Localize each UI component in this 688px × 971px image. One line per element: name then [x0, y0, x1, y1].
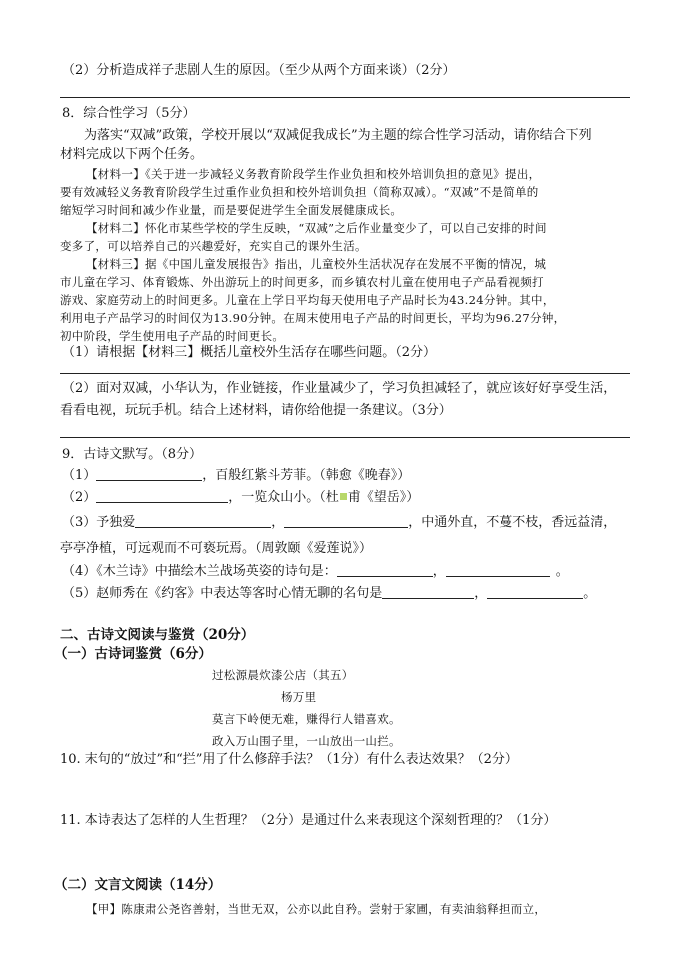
material-3-line-3: 游戏、家庭劳动上的时间更多。儿童在上学日平均每天使用电子产品时长为43.24分钟。其中， — [60, 293, 555, 307]
q8-subquestion-2-line-1: （2）面对双减，小华认为，作业链接，作业量减少了，学习负担减轻了，就应该好好享受生活， — [62, 381, 617, 396]
q9-item-3-continued: 亭亭净植，可远观而不可亵玩焉。（周敦颐《爱莲说》） — [60, 541, 373, 556]
material-1-line-3: 缩短学习时间和减少作业量，而是要促进学生全面发展健康成长。 — [60, 203, 403, 217]
q8-intro-line-1: 为落实“双减”政策，学校开展以“双减促我成长”为主题的综合性学习活动，请你结合下列 — [84, 128, 592, 143]
q9-item-2-text: ，一览众山小。（杜 — [228, 490, 339, 505]
q9-item-4-sep: ， — [432, 564, 446, 579]
q9-item-4 — [62, 564, 569, 580]
q9-item-1 — [62, 468, 410, 484]
poem-line-2: 政入万山围子里，一山放出一山拦。 — [212, 734, 401, 748]
q7-subquestion-2: （2）分析造成祥子悲剧人生的原因。（至少从两个方面来谈）（2分） — [62, 63, 456, 78]
q9-item-2-label: （2） — [62, 490, 97, 505]
answer-line — [60, 373, 630, 374]
fill-blank[interactable] — [135, 515, 271, 528]
fill-blank[interactable] — [284, 515, 408, 528]
q9-item-3-label: （3）予独爱 — [62, 515, 136, 530]
subsection-poetry-title: （一）古诗词鉴赏（6分） — [54, 646, 212, 662]
q9-item-5 — [62, 586, 596, 602]
section-2-title: 二、古诗文阅读与鉴赏（20分） — [60, 627, 255, 643]
q9-item-1-label: （1） — [62, 468, 97, 483]
highlight-mark — [340, 493, 347, 500]
q10: 10. 末句的“放过”和“拦”用了什么修辞手法？（1分）有什么表达效果？（2分） — [60, 752, 518, 767]
material-3-line-4: 利用电子产品学习的时间仅为13.90分钟。在周末使用电子产品的时间更长，平均为96.27分钟， — [60, 311, 566, 325]
fill-blank[interactable] — [382, 586, 474, 599]
q9-item-3-text: ，中通外直，不蔓不枝，香远益清， — [408, 515, 617, 530]
q8-intro-line-2: 材料完成以下两个任务。 — [60, 147, 204, 162]
material-1-line-2: 要有效减轻义务教育阶段学生过重作业负担和校外培训负担（简称双减）。“双减”不是简单的 — [60, 185, 539, 199]
q9-item-3 — [62, 515, 616, 531]
subsection-classical-title: （二）文言文阅读（14分） — [54, 877, 222, 893]
poem-line-1: 莫言下岭便无难，赚得行人错喜欢。 — [212, 712, 401, 726]
q9-title: 9．古诗文默写。（8分） — [62, 447, 203, 462]
material-2-line-2: 变多了，可以培养自己的兴趣爱好，充实自己的课外生活。 — [60, 239, 367, 253]
material-1-line-1: 【材料一】《关于进一步减轻义务教育阶段学生作业负担和校外培训负担的意见》提出， — [86, 167, 541, 181]
classical-text-line-1: 【甲】陈康肃公尧咨善射，当世无双，公亦以此自矜。尝射于家圃，有卖油翁释担而立， — [86, 902, 547, 916]
q11: 11. 本诗表达了怎样的人生哲理？（2分）是通过什么来表现这个深刻哲理的？（1分） — [60, 813, 557, 828]
q8-subquestion-1: （1）请根据【材料三】概括儿童校外生活存在哪些问题。（2分） — [62, 345, 437, 360]
q8-subquestion-2-line-2: 看看电视，玩玩手机。结合上述材料，请你给他提一条建议。（3分） — [60, 403, 452, 418]
material-3-line-2: 市儿童在学习、体育锻炼、外出游玩上的时间更多，而乡镇农村儿童在使用电子产品看视频打 — [60, 275, 544, 289]
q9-item-4-end: 。 — [555, 564, 569, 579]
q9-item-4-text: （4）《木兰诗》中描绘木兰战场英姿的诗句是： — [62, 564, 337, 579]
q9-item-3-sep: ， — [271, 515, 285, 530]
material-3-line-1: 【材料三】据《中国儿童发展报告》指出，儿童校外生活状况存在发展不平衡的情况，城 — [86, 257, 547, 271]
fill-blank[interactable] — [337, 564, 433, 577]
fill-blank[interactable] — [96, 490, 228, 503]
fill-blank[interactable] — [446, 564, 550, 577]
q9-item-5-end: 。 — [583, 586, 597, 601]
q9-item-2 — [62, 490, 419, 506]
answer-line — [60, 97, 630, 98]
q9-item-5-text: （5）赵师秀在《约客》中表达等客时心情无聊的名句是 — [62, 586, 383, 601]
q8-title: 8．综合性学习（5分） — [62, 106, 196, 121]
q9-item-1-text: ，百般红紫斗芳菲。（韩愈《晚春》） — [202, 468, 411, 483]
q9-item-5-sep: ， — [474, 586, 488, 601]
q9-item-2-source: 甫《望岳》） — [347, 490, 420, 505]
fill-blank[interactable] — [96, 468, 202, 481]
poem-author: 杨万里 — [281, 690, 317, 704]
poem-title: 过松源晨炊漆公店（其五） — [212, 668, 354, 682]
material-2-line-1: 【材料二】怀化市某些学校的学生反映，“双减”之后作业量变少了，可以自己安排的时间 — [86, 221, 547, 235]
fill-blank[interactable] — [487, 586, 583, 599]
material-3-line-5: 初中阶段，学生使用电子产品的时间更长。 — [60, 329, 285, 343]
answer-line — [60, 437, 630, 438]
